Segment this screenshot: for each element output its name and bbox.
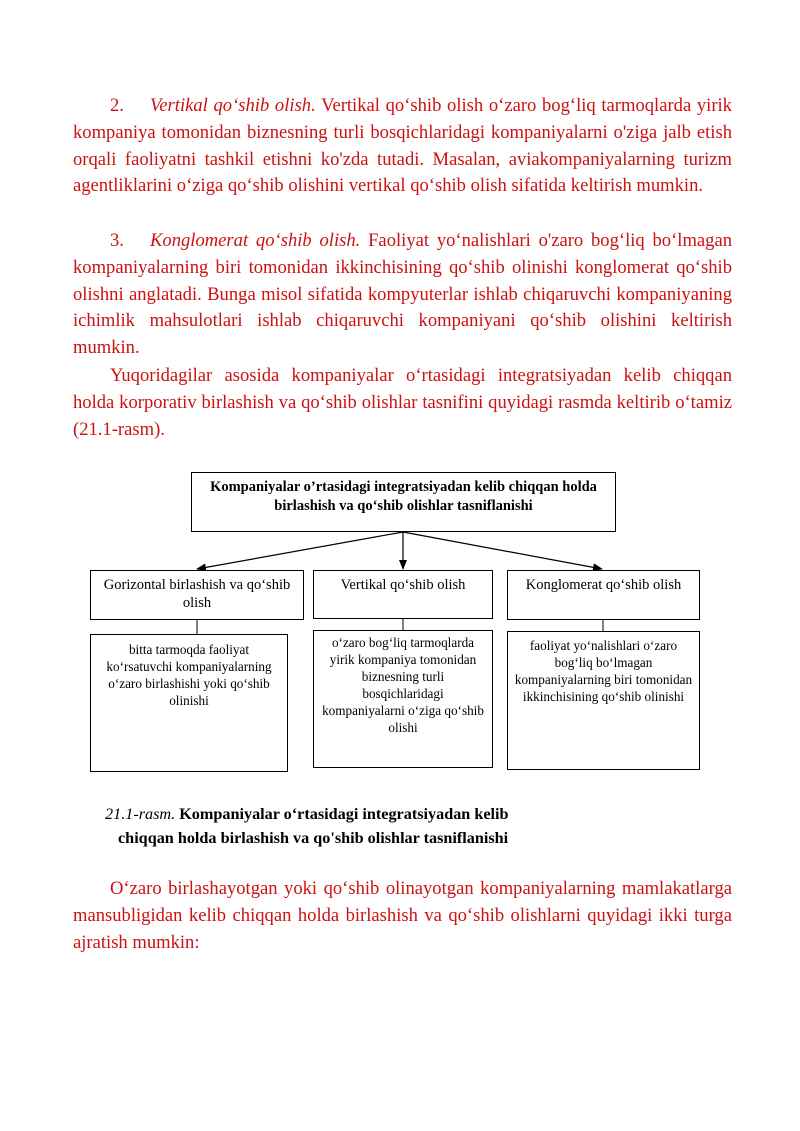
paragraph-intro-figure: Yuqoridagilar asosida kompaniyalar o‘rtasidagi integratsiyadan kelib chiqqan holda korporativ birlashish va qo‘shib olishlar tasnifini quyidagi rasmda keltirib o‘tamiz (21.1-rasm). xyxy=(73,365,732,440)
arrow-to-conglomerate xyxy=(403,532,602,569)
paragraph-text: Vertikal qo‘shib olish o‘zaro bog‘liq tarmoqlarda yirik kompaniya tomonidan biznesning turli bosqichlaridagi kompaniyalarni o'ziga jalb etish orqali faoliyatni tashkil etishni ko'zda tutadi. Masalan, aviakompaniyalarning turizm agentliklarini o‘ziga qo‘shib olishini vertikal qo‘shib olish sifatida keltirish mumkin. xyxy=(73,95,732,197)
caption-title-line1: Kompaniyalar o‘rtasidagi integratsiyadan kelib xyxy=(179,805,509,823)
caption-label: 21.1-rasm. xyxy=(105,805,176,823)
figure-caption xyxy=(105,802,705,850)
term-conglomerate: Konglomerat qo‘shib olish. xyxy=(150,230,361,251)
caption-title-line2: chiqqan holda birlashish va qo'shib olishlar tasniflanishi xyxy=(118,829,509,847)
category-conglomerate-box: Konglomerat qo‘shib olish xyxy=(507,570,700,620)
term-vertical: Vertikal qo‘shib olish. xyxy=(150,95,316,116)
paragraph-text: Faoliyat yo‘nalishlari o'zaro bog‘liq bo‘lmagan kompaniyalarning biri tomonidan ikkinchisining qo‘shib olinishi konglomerat qo‘shib olishni anglatadi. Bunga misol sifatida kompyuterlar ishlab chiqaruvchi kompaniyaning ichimlik mahsulotlari ishlab chiqaruvchi kompaniyani qo‘shib olishini keltirish mumkin. xyxy=(73,230,733,359)
description-horizontal-box: bitta tarmoqda faoliyat ko‘rsatuvchi kompaniyalarning o‘zaro birlashishi yoki qo‘shib olinishi xyxy=(90,634,288,772)
description-conglomerate-box: faoliyat yo‘nalishlari o‘zaro bog‘liq bo‘lmagan kompaniyalarning biri tomonidan ikkinchisining qo‘shib olinishi xyxy=(507,631,700,770)
category-vertical-box: Vertikal qo‘shib olish xyxy=(313,570,493,619)
description-vertical-box: o‘zaro bog‘liq tarmoqlarda yirik kompaniya tomonidan biznesning turli bosqichlaridagi kompaniyalarni o‘ziga qo‘shib olishi xyxy=(313,630,493,768)
arrow-to-horizontal xyxy=(197,532,403,569)
list-number: 2. xyxy=(110,95,124,116)
list-number: 3. xyxy=(110,230,124,251)
diagram-root-box: Kompaniyalar o’rtasidagi integratsiyadan kelib chiqqan holda birlashish va qo‘shib olishlar tasniflanishi xyxy=(191,472,616,532)
paragraph-two-types: O‘zaro birlashayotgan yoki qo‘shib olinayotgan kompaniyalarning mamlakatlarga mansubligidan kelib chiqqan holda birlashish va qo‘shib olishlarni quyidagi ikki turga ajratish mumkin: xyxy=(73,878,732,953)
category-horizontal-box: Gorizontal birlashish va qo‘shib olish xyxy=(90,570,304,620)
